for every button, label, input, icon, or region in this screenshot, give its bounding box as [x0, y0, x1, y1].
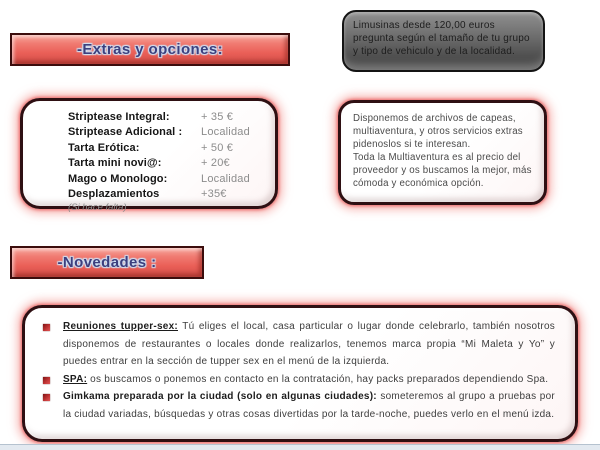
- novedades-item: [41, 318, 555, 371]
- novedades-item-lead: SPA:: [63, 373, 88, 385]
- price-row: [68, 156, 267, 171]
- price-value: +35€: [201, 188, 227, 201]
- limo-note-box: [342, 10, 545, 72]
- price-label: Tarta mini novi@:: [68, 157, 162, 170]
- bullet-square-icon: [43, 324, 50, 331]
- price-footnote: (Si hace falta): [68, 202, 127, 214]
- novedades-box: [22, 305, 578, 442]
- novedades-item-rest: os buscamos o ponemos en contacto en la contratación, hay packs preparados dependiendo Spa.: [87, 373, 549, 385]
- services-note-box: [338, 100, 547, 205]
- price-value: Localidad: [201, 172, 250, 185]
- section-banner-novedades: [10, 246, 204, 279]
- novedades-item: [41, 371, 555, 389]
- price-label: Tarta Erótica:: [68, 141, 140, 154]
- price-value: + 50 €: [201, 141, 234, 154]
- novedades-item-lead: Gimkama preparada por la ciudad (solo en algunas ciudades):: [63, 391, 377, 403]
- limo-note-text: Limusinas desde 120,00 euros pregunta según el tamaño de tu grupo y tipo de vehiculo y de la localidad.: [353, 20, 530, 57]
- price-label: Striptease Adicional :: [68, 126, 183, 139]
- services-note-line1: Disponemos de archivos de capeas, multiaventura, y otros servicios extras pidenoslos si te interesan.: [353, 113, 523, 150]
- extras-price-box: [20, 98, 278, 214]
- novedades-item-rest: someteremos al grupo a pruebas por la ciudad variadas, búsquedas y otras cosas divertidas por la tarde-noche, puedes verlo en el menú izda.: [63, 391, 555, 420]
- novedades-item-text: [63, 388, 555, 423]
- section-banner-extras: [10, 33, 290, 66]
- section-banner-novedades-label: -Novedades :: [57, 254, 157, 271]
- bullet-square-icon: [43, 377, 50, 384]
- price-label: Mago o Monologo:: [68, 172, 168, 185]
- price-value: + 20€: [201, 157, 230, 170]
- price-value: Localidad: [201, 126, 250, 139]
- price-label: Desplazamientos: [68, 188, 160, 201]
- novedades-item-text: [63, 371, 555, 389]
- services-note-line2: Toda la Multiaventura es al precio del proveedor y os buscamos la mejor, más cómoda y económica opción.: [353, 152, 532, 189]
- section-banner-extras-label: -Extras y opciones:: [77, 41, 223, 58]
- price-row: [68, 125, 267, 140]
- novedades-item-text: [63, 318, 555, 371]
- novedades-item-rest: Tú eliges el local, casa particular o lugar donde celebrarlo, también nosotros disponemos de restaurantes o locales donde realizarlos, tenemos marca propia “Mi Maleta y Yo” y puedes entrar en la sección de tupper sex en el menú de la izquierda.: [63, 321, 555, 368]
- price-row: [68, 187, 267, 202]
- price-row: [68, 172, 267, 187]
- novedades-item: [41, 388, 555, 423]
- price-row: [68, 141, 267, 156]
- bullet-square-icon: [43, 394, 50, 401]
- novedades-item-lead: Reuniones tupper-sex:: [63, 321, 178, 332]
- price-row: [68, 110, 267, 125]
- page-bottom-edge: [0, 444, 600, 450]
- price-value: + 35 €: [201, 111, 234, 123]
- price-label: Striptease Integral:: [68, 111, 170, 123]
